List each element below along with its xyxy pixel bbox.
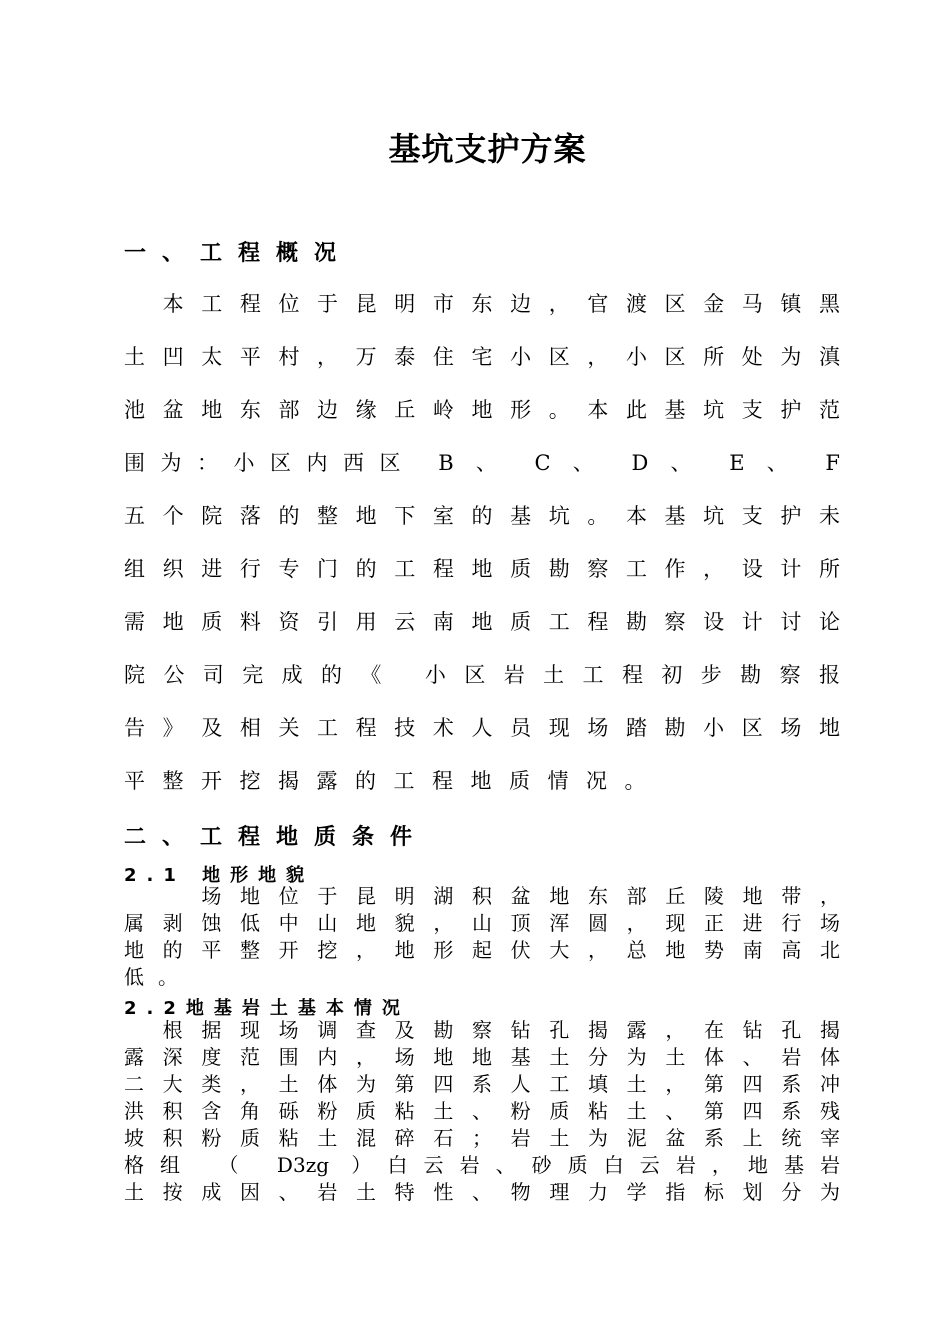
paragraph-line: 土凹太平村，万泰住宅小区，小区所处为滇 <box>124 345 840 369</box>
paragraph-line: 二大类，土体为第四系人工填土，第四系冲 <box>124 1072 840 1096</box>
paragraph-line: 坡积粉质粘土混碎石；岩土为泥盆系上统宰 <box>124 1126 840 1150</box>
paragraph-line: 低。 <box>124 965 192 989</box>
paragraph-line: 根据现场调查及勘察钻孔揭露，在钻孔揭 <box>124 1018 840 1042</box>
paragraph-line: 土按成因、岩土特性、物理力学指标划分为 <box>124 1180 840 1204</box>
subsection-heading-topography: 2.1 地形地貌 <box>124 865 315 886</box>
section-heading-geology: 二、工程地质条件 <box>124 825 429 850</box>
paragraph-line: 平整开挖揭露的工程地质情况。 <box>124 769 663 793</box>
paragraph-line: 格组 （ D3zg ）白云岩、砂质白云岩，地基岩 <box>124 1153 840 1177</box>
paragraph-line: 院公司完成的《 小区岩土工程初步勘察报 <box>124 663 840 687</box>
paragraph-line: 本工程位于昆明市东边，官渡区金马镇黑 <box>124 292 840 316</box>
paragraph-line: 场地位于昆明湖积盆地东部丘陵地带， <box>124 884 840 908</box>
paragraph-line: 围为：小区内西区 B 、 C 、 D 、 E 、 F <box>124 451 840 475</box>
paragraph-line: 告》及相关工程技术人员现场踏勘小区场地 <box>124 716 840 740</box>
paragraph-line: 池盆地东部边缘丘岭地形。本此基坑支护范 <box>124 398 840 422</box>
document-title: 基坑支护方案 <box>388 130 587 168</box>
paragraph-line: 地的平整开挖，地形起伏大，总地势南高北 <box>124 938 840 962</box>
section-heading-overview: 一、工程概况 <box>124 241 353 266</box>
paragraph-line: 需地质料资引用云南地质工程勘察设计讨论 <box>124 610 840 634</box>
paragraph-line: 五个院落的整地下室的基坑。本基坑支护未 <box>124 504 840 528</box>
paragraph-line: 洪积含角砾粉质粘土、粉质粘土、第四系残 <box>124 1099 840 1123</box>
subsection-heading-foundation: 2.2地基岩土基本情况 <box>124 998 410 1019</box>
paragraph-line: 属剥蚀低中山地貌，山顶浑圆，现正进行场 <box>124 911 840 935</box>
paragraph-line: 露深度范围内，场地地基土分为土体、岩体 <box>124 1045 840 1069</box>
paragraph-line: 组织进行专门的工程地质勘察工作，设计所 <box>124 557 840 581</box>
